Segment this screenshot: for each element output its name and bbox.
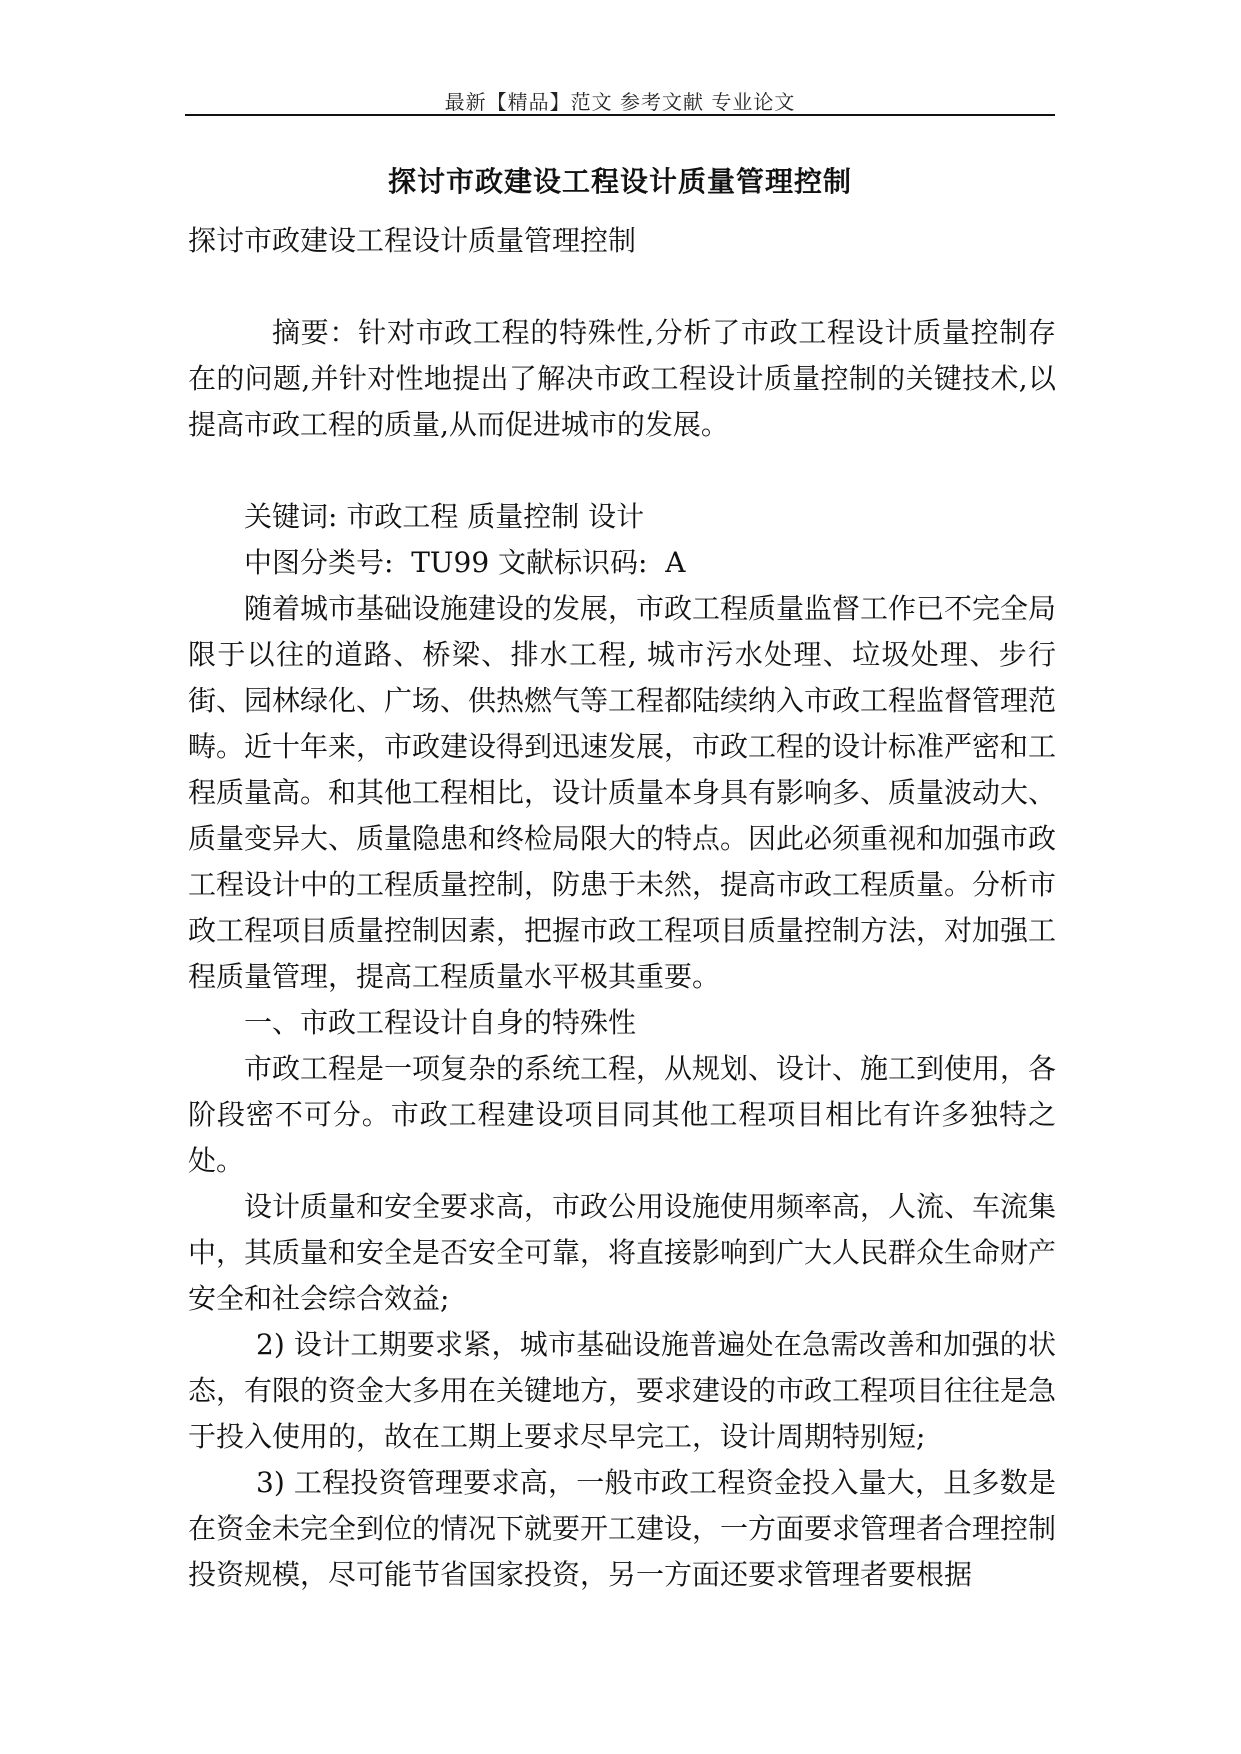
list-item-3: 3) 工程投资管理要求高，一般市政工程资金投入量大，且多数是在资金未完全到位的情况下就要开工建设，一方面要求管理者合理控制投资规模，尽可能节省国家投资，另一方面还要求管理者要根据	[188, 1466, 1057, 1591]
document-body	[188, 218, 1056, 1598]
section-heading: 一、市政工程设计自身的特殊性	[244, 1006, 637, 1039]
page-header: 最新【精品】范文 参考文献 专业论文	[444, 90, 796, 114]
body-paragraph: 设计质量和安全要求高，市政公用设施使用频率高，人流、车流集中，其质量和安全是否安全可靠，将直接影响到广大人民群众生命财产安全和社会综合效益;	[188, 1190, 1057, 1315]
classification-line: 中图分类号: TU99 文献标识码: A	[244, 546, 686, 579]
abstract-paragraph: 摘要：针对市政工程的特殊性,分析了市政工程设计质量控制存在的问题,并针对性地提出了解决市政工程设计质量控制的关键技术,以提高市政工程的质量,从而促进城市的发展。	[188, 316, 1056, 441]
document-subtitle: 探讨市政建设工程设计质量管理控制	[188, 224, 637, 257]
body-paragraph: 随着城市基础设施建设的发展，市政工程质量监督工作已不完全局限于以往的道路、桥梁、排水工程, 城市污水处理、垃圾处理、步行街、园林绿化、广场、供热燃气等工程都陆续纳入市政工程监督管理范畴。近十年来，市政建设得到迅速发展，市政工程的设计标准严密和工程质量高。和其他工程相比，设计质量本身具有影响多、质量波动大、质量变异大、质量隐患和终检局限大的特点。因此必须重视和加强市政工程设计中的工程质量控制，防患于未然，提高市政工程质量。分析市政工程项目质量控制因素，把握市政工程项目质量控制方法，对加强工程质量管理，提高工程质量水平极其重要。	[188, 592, 1057, 993]
keywords-line: 关键词: 市政工程 质量控制 设计	[244, 500, 645, 533]
body-paragraph: 市政工程是一项复杂的系统工程，从规划、设计、施工到使用，各阶段密不可分。市政工程建设项目同其他工程项目相比有许多独特之处。	[188, 1052, 1057, 1177]
list-item-2: 2) 设计工期要求紧，城市基础设施普遍处在急需改善和加强的状态，有限的资金大多用在关键地方，要求建设的市政工程项目往往是急于投入使用的，故在工期上要求尽早完工，设计周期特别短;	[188, 1328, 1057, 1453]
blank-line	[188, 448, 1056, 494]
blank-line	[188, 264, 1056, 310]
document-title: 探讨市政建设工程设计质量管理控制	[387, 165, 852, 198]
header-divider	[185, 114, 1055, 116]
